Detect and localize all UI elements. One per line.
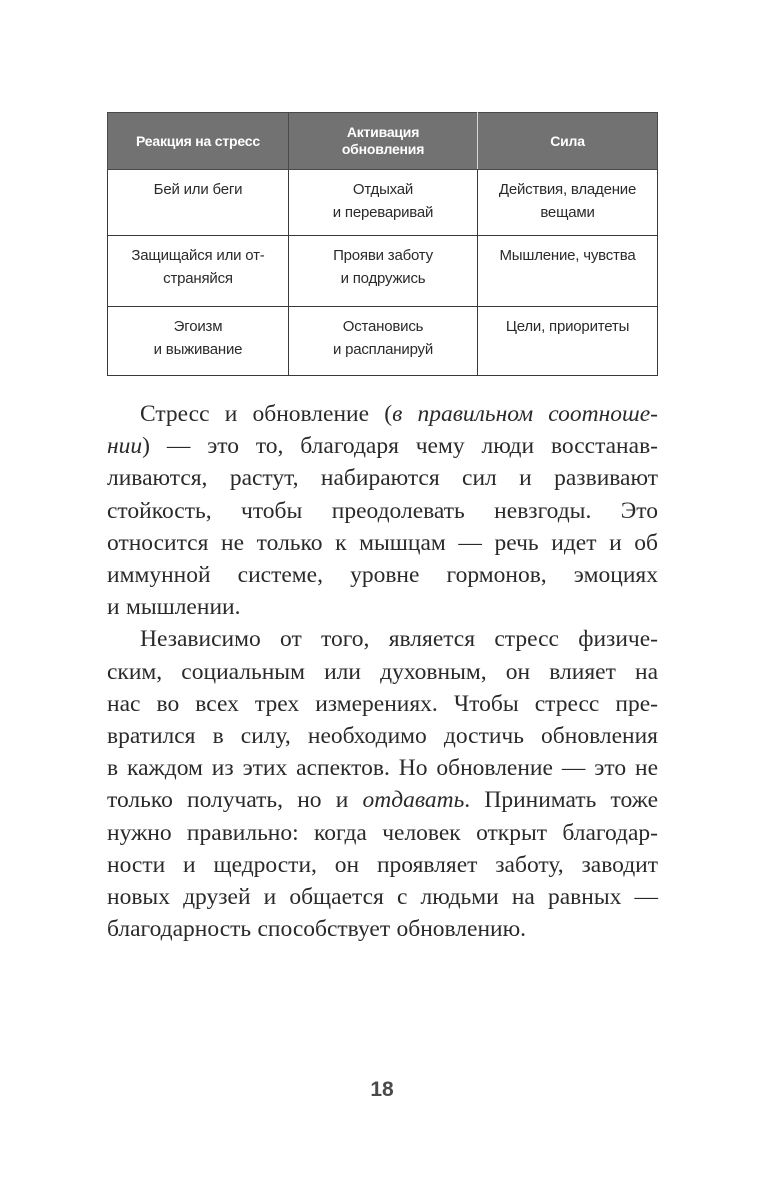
text-line: ским, социальным или духовным, он влияет на xyxy=(107,658,658,685)
table-cell-reaction xyxy=(108,307,289,376)
text-run: ) — это то, благодаря чему люди восстанав- xyxy=(142,433,658,460)
header-renewal-activation xyxy=(289,113,478,170)
text-run: . Принимать тоже xyxy=(464,787,658,814)
body-text xyxy=(107,398,658,945)
table-header-row xyxy=(108,113,658,170)
header-renewal-activation-text: Активация обновления xyxy=(341,124,425,157)
text-line: нас во всех трех измерениях. Чтобы стресс пре- xyxy=(107,690,658,717)
table-cell-renewal xyxy=(289,170,478,236)
table-cell-reaction xyxy=(108,170,289,236)
cell-line: Защищайся или от- xyxy=(131,247,265,264)
cell-line: и выживание xyxy=(153,341,243,358)
table-cell-renewal xyxy=(289,236,478,307)
cell-line: Мышление, чувства xyxy=(499,247,636,264)
table-cell-renewal xyxy=(289,307,478,376)
cell-line: Эгоизм xyxy=(173,318,223,335)
cell-line: Бей или беги xyxy=(153,181,243,198)
text-line: ливаются, растут, набираются сил и развивают xyxy=(107,465,658,492)
stress-renewal-table xyxy=(107,112,658,376)
text-line: в каждом из этих аспектов. Но обновление — это не xyxy=(107,755,658,782)
text-line: иммунной системе, уровне гормонов, эмоциях xyxy=(107,562,658,589)
text-line xyxy=(107,784,658,816)
text-line: благодарность способствует обновлению. xyxy=(107,916,527,943)
table-row xyxy=(108,170,658,236)
italic-run: нии xyxy=(107,433,143,460)
cell-line: страняйся xyxy=(163,270,233,287)
cell-line: Остановись xyxy=(342,318,424,335)
text-run: Стресс и обновление ( xyxy=(140,401,393,427)
cell-line: Цели, приоритеты xyxy=(505,318,630,335)
cell-line: Отдыхай xyxy=(352,181,414,198)
text-line: Независимо от того, является стресс физиче- xyxy=(140,626,658,653)
text-line: вратился в силу, необходимо достичь обновления xyxy=(107,723,658,750)
table-cell-strength xyxy=(478,307,658,376)
text-line: и мышлении. xyxy=(107,594,241,621)
paragraph-1 xyxy=(107,398,658,623)
table-row xyxy=(108,307,658,376)
cell-line: вещами xyxy=(540,204,595,221)
text-line: новых друзей и общается с людьми на равных — xyxy=(107,884,658,911)
cell-line: и переваривай xyxy=(332,204,434,221)
table-cell-reaction xyxy=(108,236,289,307)
text-line: ности и щедрости, он проявляет заботу, заводит xyxy=(107,851,658,878)
italic-run: отдавать xyxy=(362,787,465,814)
cell-line: и распланируй xyxy=(332,341,434,358)
table-row xyxy=(108,236,658,307)
text-line: стойкость, чтобы преодолевать невзгоды. Это xyxy=(107,497,658,524)
cell-line: Действия, владение xyxy=(498,181,637,198)
header-stress-reaction: Реакция на стресс xyxy=(108,113,289,170)
text-line: нужно правильно: когда человек открыт благодар- xyxy=(107,819,658,846)
cell-line: и подружись xyxy=(340,270,426,287)
table-cell-strength xyxy=(478,236,658,307)
text-line: относится не только к мышцам — речь идет и об xyxy=(107,529,658,556)
cell-line: Прояви заботу xyxy=(333,247,433,264)
text-line xyxy=(107,398,658,430)
italic-run: в правильном соотноше- xyxy=(392,401,658,427)
paragraph-2 xyxy=(107,623,658,945)
page-number: 18 xyxy=(370,1078,394,1101)
table-cell-strength xyxy=(478,170,658,236)
header-strength: Сила xyxy=(478,113,658,170)
text-run: только получать, но и xyxy=(107,787,363,814)
text-line xyxy=(107,430,658,462)
